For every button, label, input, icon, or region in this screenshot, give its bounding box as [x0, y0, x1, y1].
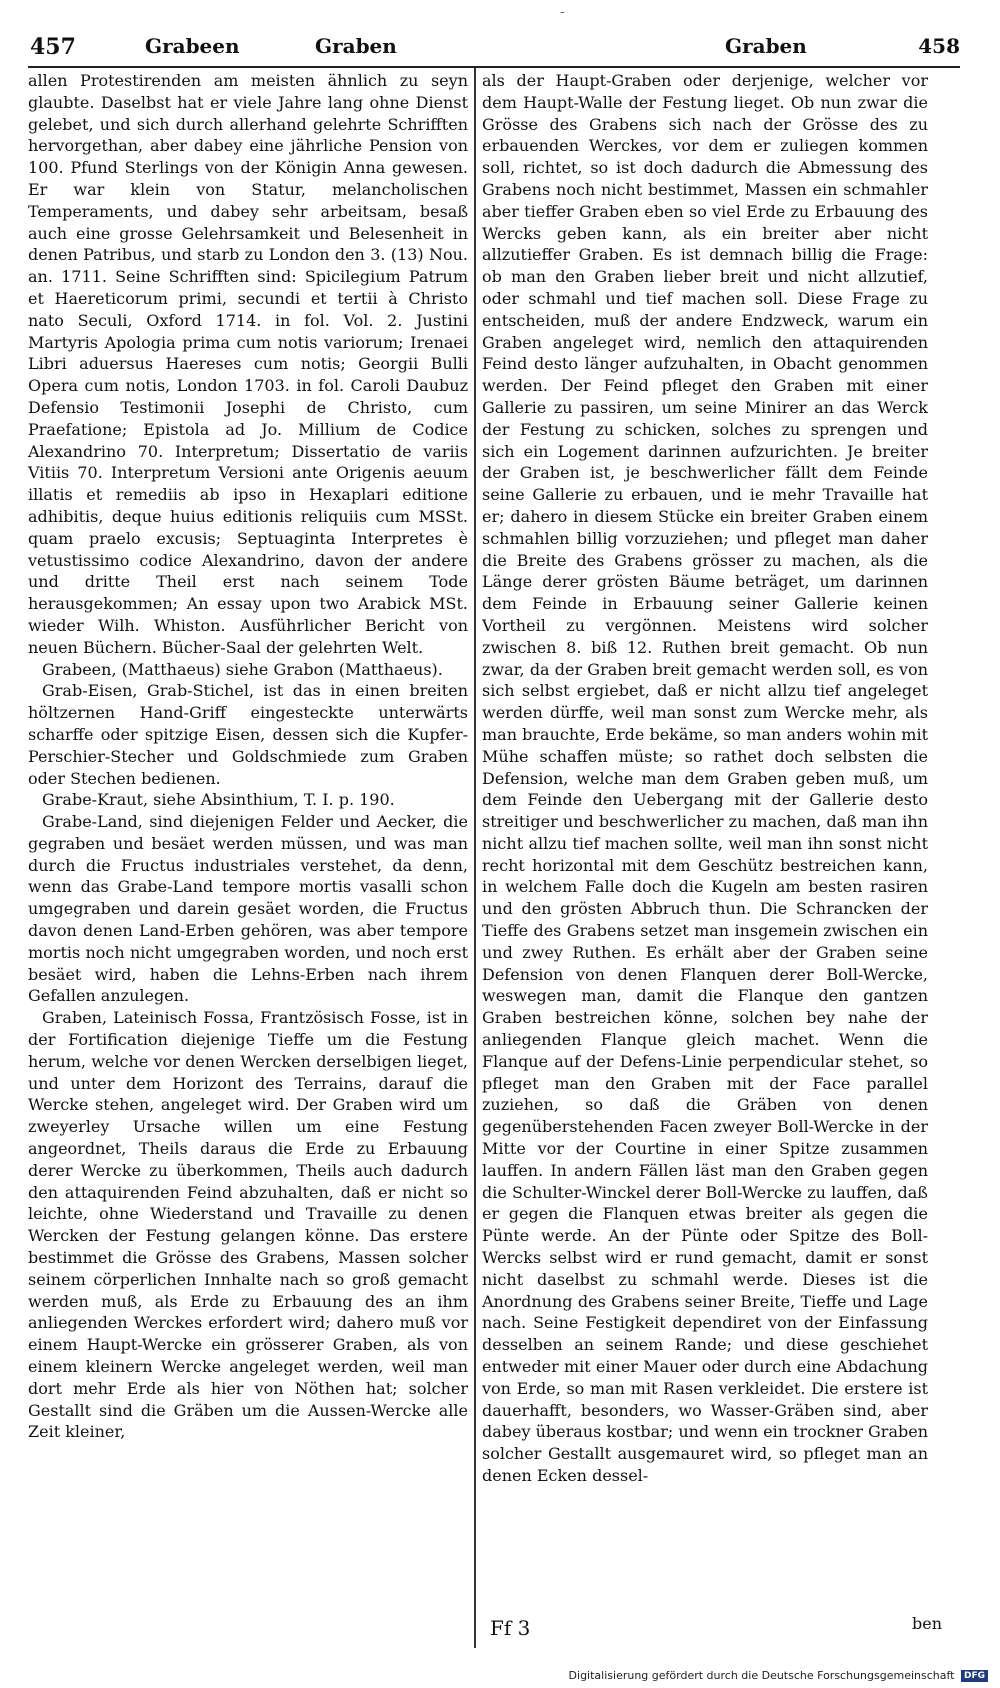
footer-text: Digitalisierung gefördert durch die Deutsche Forschungsgemeinschaft [568, 1669, 955, 1682]
header-rule [28, 66, 960, 68]
entry-grabe-kraut: Grabe-Kraut, siehe Absinthium, T. I. p. 190. [42, 790, 395, 810]
top-mark: - [560, 4, 565, 20]
column-divider [474, 68, 476, 1648]
catchword: ben [911, 1614, 942, 1633]
header-keyword-3: Graben [725, 34, 807, 58]
entry-graben: Graben, Lateinisch Fossa, Frantzösisch Fosse, ist in der Fortification diejenige Tieffe um die Festung herum, welche vor denen Wercken derselbigen lieget, und unter dem Horizont des Terrains, darauf die Wercke stehen, angeleget wird. Der Graben wird um zweyerley Ursache willen um eine Festung angeordnet, Theils daraus die Erde zu Erbauung derer Wercke zu überkommen, Theils auch dadurch den attaquirenden Feind abzuhalten, daß er nicht so leichte, ohne Wiederstand und Travaille zu denen Wercken der Festung gelangen könne. Das erstere bestimmet die Grösse des Grabens, Massen solcher seinem cörperlichen Innhalte nach so groß gemacht werden muß, als Erde zu Erbauung des an ihm anliegenden Werckes erfordert wird; dahero muß vor einem Haupt-Wercke ein grösserer Graben, als von einem kleinern Wercke angeleget werden, weil man dort mehr Erde als hier von Nöthen hat; solcher Gestallt sind die Gräben um die Aussen-Wercke alle Zeit kleiner, [28, 1008, 468, 1442]
header-keyword-2: Graben [315, 34, 397, 58]
signature-mark: Ff 3 [490, 1616, 531, 1640]
left-column [28, 70, 468, 1443]
page-number-right: 458 [918, 34, 960, 58]
header-keyword-1: Grabeen [145, 34, 240, 58]
page-number-left: 457 [30, 34, 76, 60]
page-header [30, 34, 960, 68]
right-column [482, 70, 928, 1487]
paragraph-continuation: allen Protestirenden am meisten ähnlich zu seyn glaubte. Daselbst hat er viele Jahre lang ohne Dienst gelebet, und sich durch allerhand gelehrte Schrifften hervorgethan, aber dabey eine jährliche Pension von 100. Pfund Sterlings von der Königin Anna gewesen. Er war klein von Statur, melancholischen Temperaments, und dabey sehr arbeitsam, besaß auch eine grosse Gelehrsamkeit und Belesenheit in denen Patribus, und starb zu London den 3. (13) Nou. an. 1711. Seine Schrifften sind: Spicilegium Patrum et Haereticorum primi, secundi et tertii à Christo nato Seculi, Oxford 1714. in fol. Vol. 2. Justini Martyris Apologia prima cum notis variorum; Irenaei Libri aduersus Haereses cum notis; Georgii Bulli Opera cum notis, London 1703. in fol. Caroli Daubuz Defensio Testimonii Josephi de Christo, cum Praefatione; Epistola ad Jo. Millium de Codice Alexandrino 70. Interpretum; Dissertatio de variis Vitiis 70. Interpretum Versioni ante Origenis aeuum illatis et remediis ab ipso in Hexaplari editione adhibitis, deque huius editionis reliquiis cum MSSt. quam praelo excusis; Septuaginta Interpretes è vetustissimo codice Alexandrino, davon der andere und dritte Theil erst nach seinem Tode herausgekommen; An essay upon two Arabick MSt. wieder Wilh. Whiston. Ausführlicher Bericht von neuen Büchern. Bücher-Saal der gelehrten Welt. [28, 71, 468, 657]
paragraph-graben-continued: als der Haupt-Graben oder derjenige, welcher vor dem Haupt-Walle der Festung lieget. Ob nun zwar die Grösse des Grabens sich nach der Grösse des zu erbauenden Werckes, vor dem er zuliegen kommen soll, richtet, so ist doch dadurch die Abmessung des Grabens noch nicht bestimmet, Massen ein schmahler aber tieffer Graben eben so viel Erde zu Erbauung des Wercks geben kann, als ein breiter aber nicht allzutieffer Graben. Es ist demnach billig die Frage: ob man den Graben lieber breit und nicht allzutief, oder schmahl und tief machen soll. Diese Frage zu entscheiden, muß der andere Endzweck, warum ein Graben angeleget wird, nemlich den attaquirenden Feind desto länger aufzuhalten, in Obacht genommen werden. Der Feind pfleget den Graben mit einer Gallerie zu passiren, um seine Minirer an das Werck der Festung zu schicken, solches zu sprengen und sich ein Logement darinnen aufzurichten. Je breiter der Graben ist, je beschwerlicher fällt dem Feinde seine Gallerie zu erbauen, und ie mehr Travaille hat er; dahero in diesem Stücke ein breiter Graben einem schmahlen billig vorzuziehen; und pfleget man daher die Breite des Grabens grösser zu machen, als die Länge derer grösten Bäume beträget, um darinnen dem Feinde in Erbauung seiner Gallerie keinen Vortheil zu vergönnen. Meistens wird solcher zwischen 8. biß 12. Ruthen breit gemacht. Ob nun zwar, da der Graben breit gemacht werden soll, es von sich selbst ergiebet, daß er nicht allzu tief angeleget werden dürffe, weil man sonst zum Wercke mehr, als man brauchte, Erde bekäme, so man anders wohin mit Mühe schaffen müste; so rathet doch selbsten die Defension, welche man dem Graben geben muß, um dem Feinde den Uebergang mit der Gallerie desto streitiger und beschwerlicher zu machen, daß man ihn nicht allzu tief machen sollte, weil man ihn sonst nicht recht horizontal mit dem Geschütz bestreichen kann, in welchem Falle doch die Kugeln am besten rasiren und den grösten Abbruch thun. Die Schrancken der Tieffe des Grabens setzet man insgemein zwischen ein und zwey Ruthen. Es erhält aber der Graben seine Defension von denen Flanquen derer Boll-Wercke, weswegen man, damit die Flanque den gantzen Graben bestreichen könne, solchen bey nahe der anliegenden Flanque gleich machet. Wenn die Flanque auf der Defens-Linie perpendicular stehet, so pfleget man den Graben mit der Face parallel zuziehen, so daß die Gräben von denen gegenüberstehenden Facen zweyer Boll-Wercke in der Mitte vor der Courtine in einer Spitze zusammen lauffen. In andern Fällen läst man den Graben gegen die Schulter-Winckel derer Boll-Wercke zu lauffen, daß er gegen die Flanquen etwas breiter als gegen die Pünte werde. An der Pünte oder Spitze des Boll-Wercks selbst wird er rund gemacht, damit er sonst nicht daselbst zu schmahl werde. Dieses ist die Anordnung des Grabens seiner Breite, Tieffe und Lage nach. Seine Festigkeit dependiret von der Einfassung desselben an seinem Rande; und diese geschiehet entweder mit einer Mauer oder durch eine Abdachung von Erde, so man mit Rasen verkleidet. Die erstere ist dauerhafft, besonders, wo Wasser-Gräben sind, aber dabey überaus kostbar; und wenn ein trockner Graben solcher Gestallt ausgemauret wird, so pfleget man an denen Ecken dessel- [482, 71, 928, 1485]
dfg-logo: DFG [961, 1670, 988, 1682]
entry-grabe-land: Grabe-Land, sind diejenigen Felder und Aecker, die gegraben und besäet werden müssen, und was man durch die Fructus industriales verstehet, da denn, wenn das Grabe-Land tempore mortis vasalli schon umgegraben und darein gesäet worden, die Fructus davon denen Land-Erben gehören, was aber tempore mortis noch nicht umgegraben worden, und noch erst besäet wird, haben die Lehns-Erben nach ihrem Gefallen anzulegen. [28, 812, 468, 1006]
digitization-footer [569, 1669, 988, 1682]
entry-grabeen: Grabeen, (Matthaeus) siehe Grabon (Matthaeus). [42, 659, 443, 679]
entry-grab-eisen: Grab-Eisen, Grab-Stichel, ist das in einen breiten höltzernen Hand-Griff eingesteckte unterwärts scharffe oder spitzige Eisen, dessen sich die Kupfer-Perschier-Stecher und Goldschmiede zum Graben oder Stechen bedienen. [28, 681, 468, 788]
